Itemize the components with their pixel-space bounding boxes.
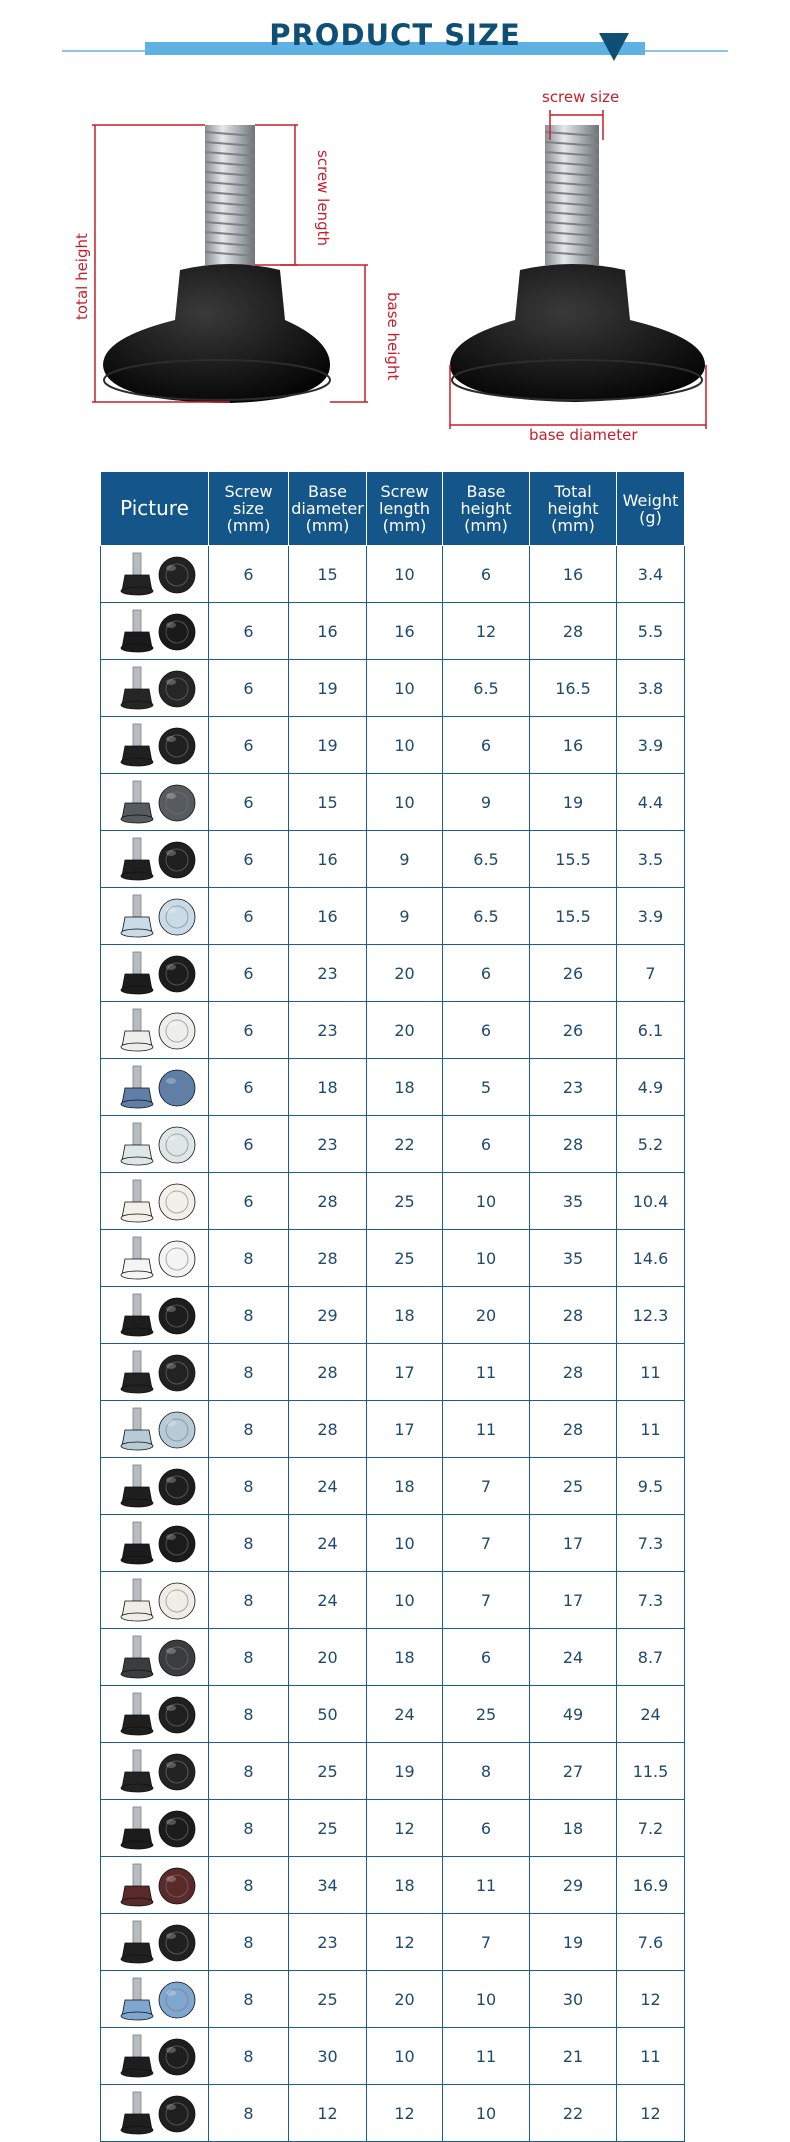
picture-cell (101, 1515, 209, 1572)
base-diameter-cell: 23 (289, 1914, 367, 1971)
total-height-cell: 29 (530, 1857, 617, 1914)
table-header-row (101, 472, 685, 546)
base-diameter-cell: 25 (289, 1743, 367, 1800)
clear-round-glide-icon (105, 1119, 205, 1169)
left-glide-image (103, 125, 330, 403)
screw-size-cell: 6 (209, 888, 289, 945)
total-height-cell: 19 (530, 774, 617, 831)
total-height-cell: 18 (530, 1800, 617, 1857)
picture-cell (101, 831, 209, 888)
base-height-cell: 25 (443, 1686, 530, 1743)
table-row (101, 2085, 685, 2142)
picture-cell (101, 1743, 209, 1800)
total-height-cell: 17 (530, 1572, 617, 1629)
screw-length-cell: 18 (367, 1059, 443, 1116)
base-height-cell: 11 (443, 1344, 530, 1401)
screw-size-cell: 6 (209, 660, 289, 717)
table-row (101, 1800, 685, 1857)
table-row (101, 1116, 685, 1173)
weight-cell: 4.9 (617, 1059, 685, 1116)
table-row (101, 945, 685, 1002)
black-knurled-glide-icon (105, 549, 205, 599)
total-height-cell: 49 (530, 1686, 617, 1743)
base-height-cell: 5 (443, 1059, 530, 1116)
weight-cell: 3.8 (617, 660, 685, 717)
screw-size-cell: 8 (209, 1686, 289, 1743)
weight-cell: 11 (617, 1344, 685, 1401)
picture-cell (101, 945, 209, 1002)
base-diameter-label: base diameter (529, 426, 638, 444)
table-row (101, 603, 685, 660)
screw-length-cell: 9 (367, 888, 443, 945)
base-height-cell: 20 (443, 1287, 530, 1344)
base-height-cell: 7 (443, 1572, 530, 1629)
total-height-cell: 16 (530, 717, 617, 774)
base-height-cell: 8 (443, 1743, 530, 1800)
weight-cell: 24 (617, 1686, 685, 1743)
right-glide-image (450, 125, 705, 402)
base-height-label: base height (384, 292, 402, 381)
picture-cell (101, 1002, 209, 1059)
table-row (101, 1515, 685, 1572)
screw-length-cell: 20 (367, 1002, 443, 1059)
header-weight: Weight (g) (617, 472, 685, 546)
table-row (101, 546, 685, 603)
total-height-cell: 19 (530, 1914, 617, 1971)
picture-cell (101, 2085, 209, 2142)
screw-length-cell: 17 (367, 1344, 443, 1401)
product-size-table (100, 472, 685, 2142)
light-blue-knurled-glide-icon (105, 891, 205, 941)
table-row (101, 1002, 685, 1059)
base-height-cell: 10 (443, 1173, 530, 1230)
screw-size-cell: 6 (209, 1116, 289, 1173)
total-height-cell: 28 (530, 1344, 617, 1401)
weight-cell: 3.9 (617, 717, 685, 774)
screw-size-cell: 8 (209, 1287, 289, 1344)
screw-size-cell: 8 (209, 1971, 289, 2028)
total-height-cell: 23 (530, 1059, 617, 1116)
screw-length-cell: 20 (367, 1971, 443, 2028)
black-knurled-glide-icon (105, 834, 205, 884)
base-height-cell: 6 (443, 1800, 530, 1857)
weight-cell: 12 (617, 1971, 685, 2028)
table-row (101, 1458, 685, 1515)
base-height-cell: 10 (443, 1971, 530, 2028)
base-height-cell: 11 (443, 2028, 530, 2085)
screw-length-cell: 12 (367, 1914, 443, 1971)
base-diameter-cell: 23 (289, 1116, 367, 1173)
screw-size-cell: 8 (209, 1458, 289, 1515)
picture-cell (101, 1686, 209, 1743)
screw-size-cell: 6 (209, 1059, 289, 1116)
screw-length-label: screw length (314, 150, 332, 246)
triangle-down-icon (599, 33, 629, 61)
base-diameter-cell: 16 (289, 831, 367, 888)
screw-length-cell: 20 (367, 945, 443, 1002)
screw-length-cell: 17 (367, 1401, 443, 1458)
total-height-cell: 26 (530, 945, 617, 1002)
picture-cell (101, 1401, 209, 1458)
table-row (101, 1173, 685, 1230)
blue-clear-glide-icon (105, 1974, 205, 2024)
base-diameter-cell: 19 (289, 717, 367, 774)
total-height-cell: 24 (530, 1629, 617, 1686)
total-height-cell: 28 (530, 1401, 617, 1458)
screw-size-cell: 8 (209, 1857, 289, 1914)
weight-cell: 3.4 (617, 546, 685, 603)
black-knurled-glide-icon (105, 1518, 205, 1568)
screw-size-cell: 6 (209, 546, 289, 603)
base-height-cell: 7 (443, 1914, 530, 1971)
total-height-cell: 25 (530, 1458, 617, 1515)
picture-cell (101, 660, 209, 717)
total-height-cell: 21 (530, 2028, 617, 2085)
white-swivel-glide-icon (105, 1176, 205, 1226)
table-row (101, 1971, 685, 2028)
base-diameter-cell: 30 (289, 2028, 367, 2085)
weight-cell: 12 (617, 2085, 685, 2142)
picture-cell (101, 1914, 209, 1971)
base-height-cell: 9 (443, 774, 530, 831)
table-row (101, 660, 685, 717)
weight-cell: 14.6 (617, 1230, 685, 1287)
weight-cell: 11.5 (617, 1743, 685, 1800)
table-row (101, 1401, 685, 1458)
base-diameter-cell: 16 (289, 603, 367, 660)
weight-cell: 7 (617, 945, 685, 1002)
table-row (101, 774, 685, 831)
total-height-cell: 28 (530, 603, 617, 660)
base-diameter-cell: 28 (289, 1173, 367, 1230)
screw-size-cell: 8 (209, 1230, 289, 1287)
weight-cell: 3.5 (617, 831, 685, 888)
table-row (101, 1857, 685, 1914)
base-height-cell: 7 (443, 1458, 530, 1515)
header-total-height: Total height (mm) (530, 472, 617, 546)
screw-size-cell: 8 (209, 1572, 289, 1629)
table-row (101, 2028, 685, 2085)
weight-cell: 11 (617, 1401, 685, 1458)
screw-size-cell: 8 (209, 1800, 289, 1857)
total-height-cell: 16.5 (530, 660, 617, 717)
total-height-cell: 16 (530, 546, 617, 603)
header-screw-length: Screw length (mm) (367, 472, 443, 546)
picture-cell (101, 888, 209, 945)
base-diameter-cell: 29 (289, 1287, 367, 1344)
base-diameter-cell: 50 (289, 1686, 367, 1743)
table-row (101, 831, 685, 888)
base-height-cell: 12 (443, 603, 530, 660)
screw-size-cell: 8 (209, 2028, 289, 2085)
base-diameter-cell: 34 (289, 1857, 367, 1914)
header-base-diameter: Base diameter (mm) (289, 472, 367, 546)
screw-length-cell: 18 (367, 1629, 443, 1686)
base-height-cell: 10 (443, 1230, 530, 1287)
weight-cell: 5.5 (617, 603, 685, 660)
weight-cell: 9.5 (617, 1458, 685, 1515)
table-row (101, 1287, 685, 1344)
screw-length-cell: 10 (367, 1515, 443, 1572)
black-ribbed-glide-icon (105, 2031, 205, 2081)
black-ribbed-glide-icon (105, 1917, 205, 1967)
grey-round-glide-icon (105, 1632, 205, 1682)
base-diameter-cell: 15 (289, 774, 367, 831)
weight-cell: 7.6 (617, 1914, 685, 1971)
base-diameter-cell: 23 (289, 1002, 367, 1059)
table-row (101, 1743, 685, 1800)
total-height-cell: 28 (530, 1287, 617, 1344)
screw-length-cell: 10 (367, 546, 443, 603)
screw-size-cell: 6 (209, 603, 289, 660)
table-row (101, 888, 685, 945)
screw-size-cell: 6 (209, 945, 289, 1002)
base-diameter-cell: 25 (289, 1800, 367, 1857)
picture-cell (101, 2028, 209, 2085)
screw-length-cell: 22 (367, 1116, 443, 1173)
base-diameter-cell: 25 (289, 1971, 367, 2028)
screw-size-label: screw size (542, 88, 620, 106)
header-picture: Picture (101, 472, 209, 546)
picture-cell (101, 603, 209, 660)
table-row (101, 1344, 685, 1401)
screw-length-cell: 10 (367, 774, 443, 831)
screw-size-cell: 8 (209, 1629, 289, 1686)
black-ribbed-glide-icon (105, 1461, 205, 1511)
header-base-height: Base height (mm) (443, 472, 530, 546)
picture-cell (101, 546, 209, 603)
weight-cell: 7.3 (617, 1572, 685, 1629)
table-row (101, 717, 685, 774)
base-height-cell: 6 (443, 1116, 530, 1173)
black-round-glide-icon (105, 606, 205, 656)
total-height-cell: 17 (530, 1515, 617, 1572)
screw-length-cell: 10 (367, 717, 443, 774)
weight-cell: 10.4 (617, 1173, 685, 1230)
screw-size-cell: 6 (209, 717, 289, 774)
screw-size-cell: 8 (209, 1515, 289, 1572)
base-height-cell: 6 (443, 717, 530, 774)
black-round-glide-icon (105, 948, 205, 998)
white-knurled-glide-icon (105, 1575, 205, 1625)
picture-cell (101, 1800, 209, 1857)
page-title: PRODUCT SIZE (269, 18, 521, 52)
header-screw-size: Screw size (mm) (209, 472, 289, 546)
screw-size-cell: 8 (209, 2085, 289, 2142)
black-knurled-glide-icon (105, 1290, 205, 1340)
picture-cell (101, 1059, 209, 1116)
screw-size-cell: 8 (209, 1344, 289, 1401)
screw-length-cell: 10 (367, 2028, 443, 2085)
base-height-cell: 6 (443, 1629, 530, 1686)
brown-ribbed-glide-icon (105, 1860, 205, 1910)
table-row (101, 1572, 685, 1629)
base-diameter-cell: 24 (289, 1458, 367, 1515)
screw-size-cell: 8 (209, 1914, 289, 1971)
base-diameter-cell: 15 (289, 546, 367, 603)
screw-length-cell: 10 (367, 660, 443, 717)
picture-cell (101, 1287, 209, 1344)
picture-cell (101, 1230, 209, 1287)
total-height-cell: 28 (530, 1116, 617, 1173)
screw-length-cell: 12 (367, 2085, 443, 2142)
base-diameter-cell: 16 (289, 888, 367, 945)
base-diameter-cell: 20 (289, 1629, 367, 1686)
total-height-label: total height (73, 233, 91, 320)
weight-cell: 16.9 (617, 1857, 685, 1914)
base-height-cell: 6 (443, 1002, 530, 1059)
table-row (101, 1059, 685, 1116)
picture-cell (101, 1572, 209, 1629)
picture-cell (101, 1629, 209, 1686)
base-height-cell: 6 (443, 546, 530, 603)
weight-cell: 5.2 (617, 1116, 685, 1173)
base-diameter-cell: 19 (289, 660, 367, 717)
base-diameter-cell: 24 (289, 1515, 367, 1572)
base-diameter-cell: 28 (289, 1344, 367, 1401)
screw-length-cell: 18 (367, 1458, 443, 1515)
screw-size-cell: 8 (209, 1401, 289, 1458)
picture-cell (101, 774, 209, 831)
base-height-cell: 6.5 (443, 888, 530, 945)
total-height-cell: 35 (530, 1173, 617, 1230)
black-star-glide-icon (105, 1746, 205, 1796)
screw-size-cell: 6 (209, 1002, 289, 1059)
base-height-cell: 6.5 (443, 831, 530, 888)
total-height-cell: 27 (530, 1743, 617, 1800)
screw-length-cell: 18 (367, 1287, 443, 1344)
total-height-cell: 15.5 (530, 888, 617, 945)
base-height-cell: 7 (443, 1515, 530, 1572)
screw-size-cell: 6 (209, 774, 289, 831)
white-round-glide-icon (105, 1233, 205, 1283)
total-height-cell: 15.5 (530, 831, 617, 888)
black-star-glide-icon (105, 1689, 205, 1739)
product-size-diagram (0, 80, 790, 460)
picture-cell (101, 1857, 209, 1914)
screw-length-cell: 10 (367, 1572, 443, 1629)
diagram-illustration (0, 80, 790, 460)
black-slotted-glide-icon (105, 663, 205, 713)
screw-length-cell: 24 (367, 1686, 443, 1743)
table-row (101, 1914, 685, 1971)
grey-round-glide-icon (105, 777, 205, 827)
base-height-cell: 6.5 (443, 660, 530, 717)
weight-cell: 8.7 (617, 1629, 685, 1686)
light-blue-round-glide-icon (105, 1404, 205, 1454)
weight-cell: 7.2 (617, 1800, 685, 1857)
base-diameter-cell: 12 (289, 2085, 367, 2142)
black-ribbed-glide-icon (105, 2088, 205, 2138)
screw-length-cell: 25 (367, 1230, 443, 1287)
base-diameter-cell: 18 (289, 1059, 367, 1116)
screw-length-cell: 18 (367, 1857, 443, 1914)
screw-length-cell: 19 (367, 1743, 443, 1800)
picture-cell (101, 1173, 209, 1230)
table-row (101, 1686, 685, 1743)
black-round-glide-icon (105, 1347, 205, 1397)
weight-cell: 4.4 (617, 774, 685, 831)
picture-cell (101, 1344, 209, 1401)
total-height-cell: 35 (530, 1230, 617, 1287)
screw-size-cell: 6 (209, 831, 289, 888)
base-diameter-cell: 23 (289, 945, 367, 1002)
white-round-glide-icon (105, 1005, 205, 1055)
picture-cell (101, 1971, 209, 2028)
base-diameter-cell: 28 (289, 1401, 367, 1458)
base-height-cell: 10 (443, 2085, 530, 2142)
screw-size-cell: 6 (209, 1173, 289, 1230)
total-height-cell: 30 (530, 1971, 617, 2028)
weight-cell: 11 (617, 2028, 685, 2085)
base-height-cell: 6 (443, 945, 530, 1002)
black-round-glide-icon (105, 720, 205, 770)
screw-length-cell: 12 (367, 1800, 443, 1857)
screw-size-cell: 8 (209, 1743, 289, 1800)
weight-cell: 7.3 (617, 1515, 685, 1572)
black-dome-glide-icon (105, 1803, 205, 1853)
picture-cell (101, 1116, 209, 1173)
screw-length-cell: 25 (367, 1173, 443, 1230)
picture-cell (101, 1458, 209, 1515)
weight-cell: 12.3 (617, 1287, 685, 1344)
screw-length-cell: 16 (367, 603, 443, 660)
weight-cell: 6.1 (617, 1002, 685, 1059)
base-diameter-cell: 24 (289, 1572, 367, 1629)
table-body (101, 546, 685, 2142)
screw-length-cell: 9 (367, 831, 443, 888)
base-diameter-cell: 28 (289, 1230, 367, 1287)
base-height-cell: 11 (443, 1857, 530, 1914)
total-height-cell: 26 (530, 1002, 617, 1059)
weight-cell: 3.9 (617, 888, 685, 945)
blue-chrome-glide-icon (105, 1062, 205, 1112)
table-row (101, 1629, 685, 1686)
picture-cell (101, 717, 209, 774)
table-row (101, 1230, 685, 1287)
total-height-cell: 22 (530, 2085, 617, 2142)
base-height-cell: 11 (443, 1401, 530, 1458)
